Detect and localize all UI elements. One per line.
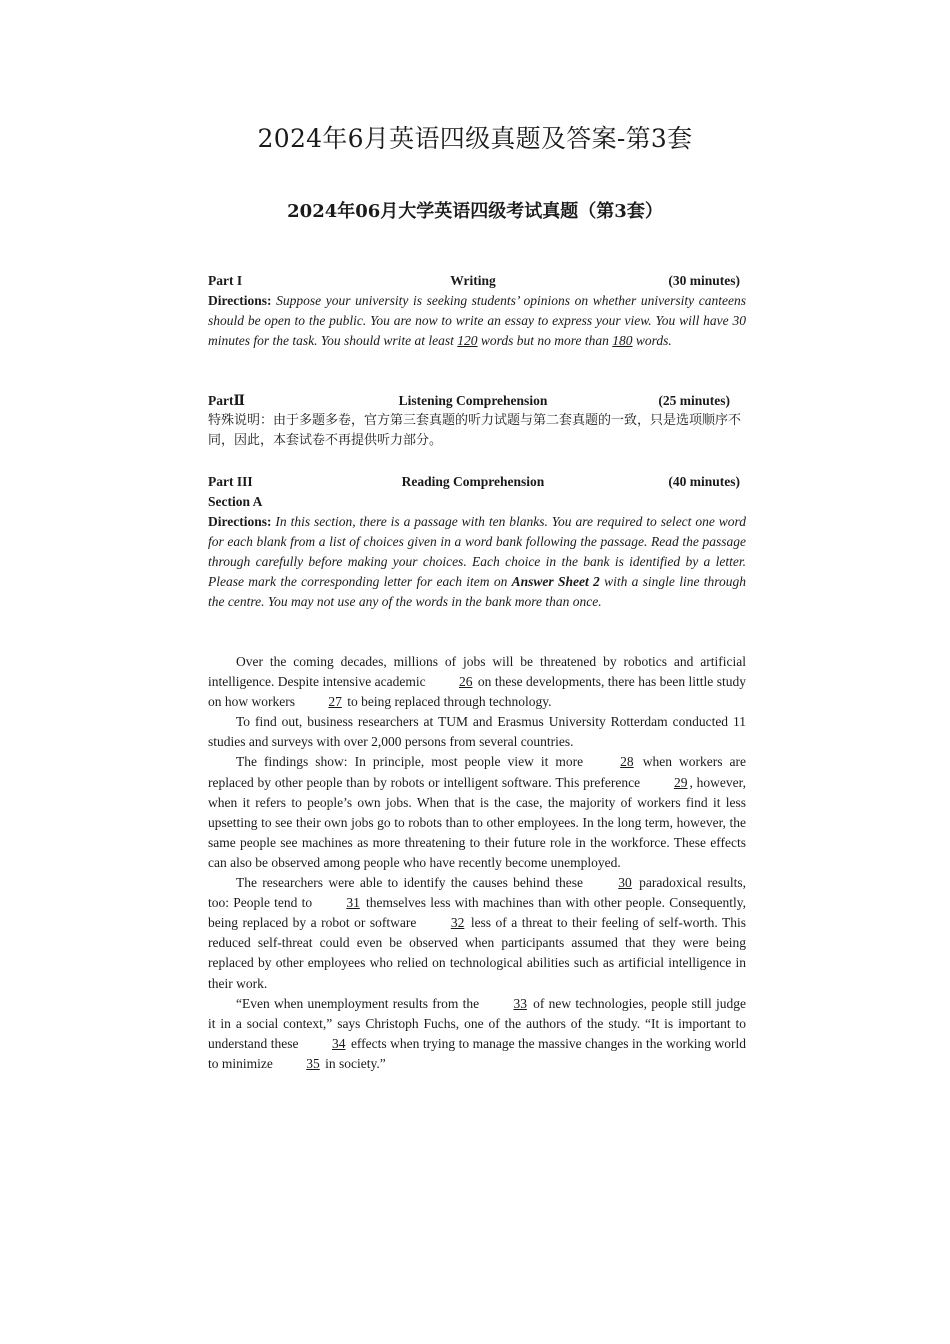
blank-32: 32 [450, 915, 465, 931]
part3-reading [208, 472, 746, 613]
part3-directions: Directions: In this section, there is a passage with ten blanks. You are required to select one word for each blank from a list of choices given in a word bank following the passage. Read the passage through carefully before making your choices. Each choice in the bank is identified by a letter. Please mark the corresponding letter for each item on Answer Sheet 2 with a single line through the centre. You may not use any of the words in the bank more than once. [208, 514, 747, 610]
blank-27: 27 [328, 694, 342, 710]
part2-listening [208, 391, 746, 451]
part1-directions-label: Directions: [208, 293, 272, 308]
answer-sheet-ref: Answer Sheet 2 [511, 574, 600, 590]
blank-28: 28 [620, 754, 634, 770]
part2-label: PartⅡ [208, 393, 245, 408]
part3-header [208, 472, 746, 492]
part2-name: Listening Comprehension [398, 393, 548, 408]
part1-time: (30 minutes) [668, 273, 740, 288]
max-words: 180 [612, 333, 633, 349]
part2-header [208, 391, 746, 411]
passage-paragraph: The findings show: In principle, most people view it more 28 when workers are replaced by other people than by robots or intelligent software. This preference 29 , however, when it refers to people’s own jobs. When that is the case, the majority of workers find it less upsetting to see their own jobs go to robots than to other employees. In the long term, however, the same people see machines as more threatening to their future role in the workforce. These effects can also be observed among people who have recently become unemployed. [208, 754, 746, 870]
part3-time: (40 minutes) [668, 474, 740, 489]
passage-paragraph: Over the coming decades, millions of jobs will be threatened by robotics and artificial intelligence. Despite intensive academic 26 on these developments, there has been little study on how workers 27 to being replaced through technology. [208, 652, 746, 712]
blank-34: 34 [331, 1035, 346, 1051]
blank-33: 33 [513, 995, 527, 1011]
part3-label: Part III [208, 474, 253, 489]
passage-paragraph: The researchers were able to identify the causes behind these 30 paradoxical results, too: People tend to 31 themselves less with machines than with other people. Consequently, being replaced by a robot or software 32 less of a threat to their feeling of self-worth. This reduced self-threat could even be observed when participants assumed that they were being replaced by other employees who relied on technological abilities such as artificial intelligence in their work. [208, 875, 747, 991]
part1-writing [208, 271, 746, 351]
blank-30: 30 [618, 875, 632, 891]
part3-name: Reading Comprehension [401, 474, 545, 489]
document-title: 2024年6月英语四级真题及答案-第3套 [257, 124, 693, 153]
passage-paragraph: “Even when unemployment results from the 33 of new technologies, people still judge it in a social context,” says Christoph Fuchs, one of the authors of the study. “It is important to understand these 34 effects when trying to manage the massive changes in the working world to minimize 35 in society.” [208, 994, 746, 1074]
blank-35: 35 [306, 1055, 320, 1071]
part2-time: (25 minutes) [658, 393, 730, 408]
part1-directions: Directions: Suppose your university is seeking students’ opinions on whether university canteens should be open to the public. You are now to write an essay to express your view. You will have 30 minutes for the task. You should write at least 120 words but no more than 180 words. [208, 293, 746, 349]
passage-paragraph: To find out, business researchers at TUM and Erasmus University Rotterdam conducted 11 studies and surveys with over 2,000 persons from several countries. [208, 714, 746, 750]
part3-directions-label: Directions: [208, 514, 272, 530]
blank-29: 29 [673, 774, 688, 790]
section-a-label: Section A [208, 494, 263, 509]
min-words: 120 [457, 333, 478, 349]
part1-header [208, 271, 746, 291]
part1-name: Writing [450, 273, 496, 288]
part1-label: Part I [208, 273, 243, 288]
blank-31: 31 [346, 895, 360, 911]
part2-note: 特殊说明：由于多题多卷，官方第三套真题的听力试题与第二套真题的一致，只是选项顺序不同，因此，本套试卷不再提供听力部分。 [208, 413, 742, 449]
reading-passage [208, 652, 746, 1074]
exam-subtitle: 2024年06月大学英语四级考试真题（第3套） [287, 201, 663, 222]
blank-26: 26 [459, 674, 473, 690]
